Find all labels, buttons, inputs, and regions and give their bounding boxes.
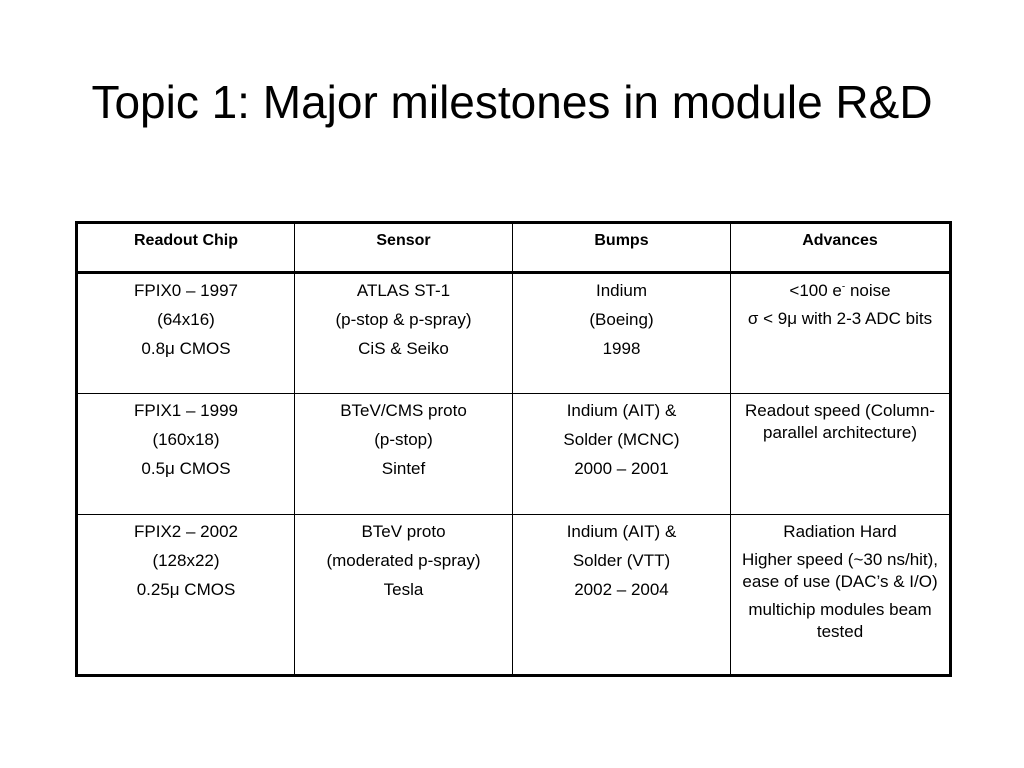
milestones-table (75, 221, 952, 677)
milestones-table-container (75, 221, 949, 677)
cell-line: Indium (595, 281, 648, 300)
cell-line: Radiation Hard (783, 521, 897, 541)
cell-line: 0.5μ CMOS (141, 458, 231, 478)
cell-line: FPIX0 – 1997 (134, 281, 238, 300)
cell-line: (moderated p-spray) (326, 550, 481, 570)
cell-advances (731, 393, 951, 514)
cell-advances (731, 273, 951, 394)
cell-line: (64x16) (157, 310, 215, 329)
cell-line: (Boeing) (589, 310, 654, 329)
cell-line: 0.8μ CMOS (141, 339, 231, 358)
cell-sensor (295, 273, 513, 394)
noise-line (737, 280, 943, 302)
cell-line: (p-stop) (374, 429, 433, 449)
cell-line: FPIX2 – 2002 (134, 521, 238, 541)
cell-line: multichip modules beam tested (748, 599, 932, 641)
cell-line: 1998 (602, 339, 641, 358)
cell-line: 2000 – 2001 (574, 458, 669, 478)
cell-advances (731, 514, 951, 675)
cell-sensor (295, 393, 513, 514)
cell-line: (128x22) (152, 550, 220, 570)
cell-line: Sintef (381, 458, 426, 478)
slide-title: Topic 1: Major milestones in module R&D (91, 76, 933, 128)
cell-line: BTeV/CMS proto (340, 400, 467, 420)
cell-line: (160x18) (152, 429, 220, 449)
cell-line: Solder (VTT) (572, 550, 671, 570)
cell-readout-chip (77, 273, 295, 394)
cell-line: Solder (MCNC) (563, 429, 680, 449)
cell-line: Readout speed (Column-parallel architecture) (745, 400, 935, 442)
cell-line: 2002 – 2004 (574, 579, 669, 599)
cell-line: Higher speed (~30 ns/hit), ease of use (DAC’s & I/O) (741, 549, 939, 591)
cell-line: σ < 9μ with 2-3 ADC bits (747, 309, 933, 328)
header-readout-chip: Readout Chip (77, 223, 295, 273)
table-row (77, 393, 951, 514)
cell-bumps (513, 393, 731, 514)
cell-line: ATLAS ST-1 (356, 281, 451, 300)
header-advances: Advances (731, 223, 951, 273)
cell-line: BTeV proto (361, 521, 446, 541)
table-row (77, 273, 951, 394)
cell-line: Indium (AIT) & (566, 521, 677, 541)
cell-readout-chip (77, 514, 295, 675)
noise-prefix: <100 e (789, 281, 842, 300)
cell-line: 0.25μ CMOS (136, 579, 236, 599)
cell-line: FPIX1 – 1999 (134, 400, 238, 420)
cell-bumps (513, 273, 731, 394)
table-row (77, 514, 951, 675)
cell-bumps (513, 514, 731, 675)
cell-line: Indium (AIT) & (566, 400, 677, 420)
noise-suffix: noise (845, 281, 891, 300)
header-sensor: Sensor (295, 223, 513, 273)
cell-readout-chip (77, 393, 295, 514)
electron-superscript: - (841, 281, 846, 293)
cell-line: Tesla (383, 579, 424, 599)
cell-line: (p-stop & p-spray) (335, 310, 472, 329)
cell-sensor (295, 514, 513, 675)
header-bumps: Bumps (513, 223, 731, 273)
table-header-row (77, 223, 951, 273)
cell-line: CiS & Seiko (358, 339, 449, 358)
